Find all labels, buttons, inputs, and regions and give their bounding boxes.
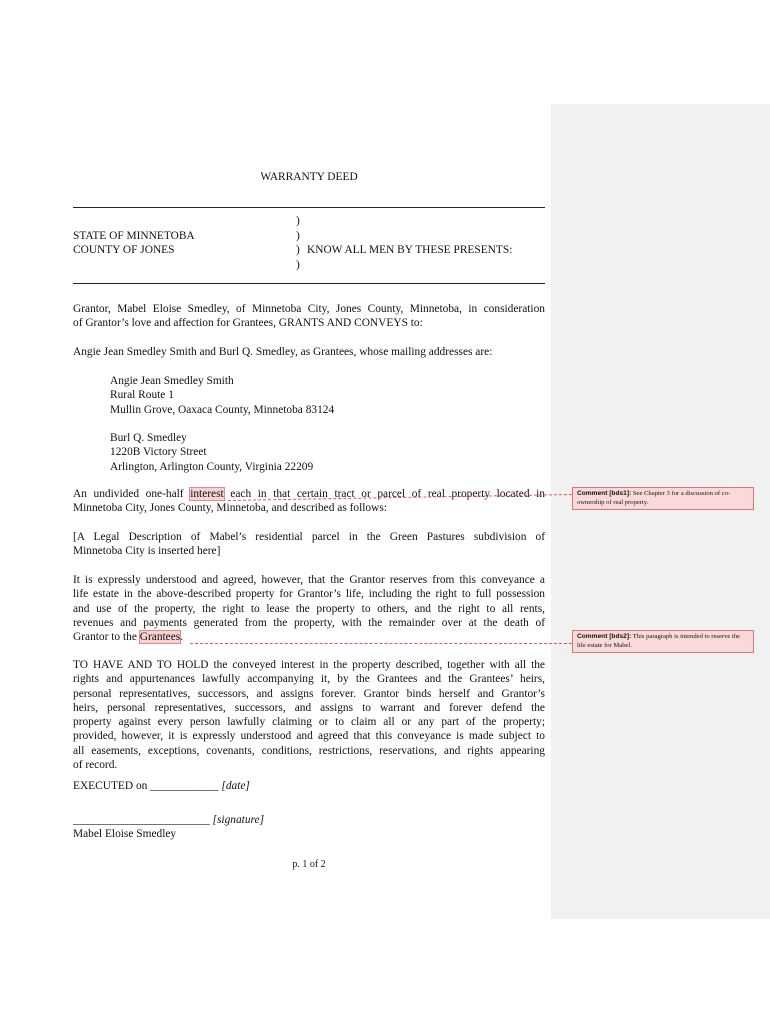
comment-text: See Chapter 3 for a discussion of co-ownership of real property. — [577, 490, 731, 506]
page-number: p. 1 of 2 — [292, 859, 326, 870]
address-city: Mullin Grove, Oaxaca County, Minnetoba 83124 — [110, 403, 335, 416]
address-block-1 — [110, 374, 545, 417]
top-rule — [73, 207, 545, 208]
comment-anchor-grantees[interactable]: Grantees — [139, 631, 181, 644]
text-run: . — [180, 631, 184, 644]
caption-paren: ) — [296, 215, 300, 227]
caption-paren: ) — [296, 244, 300, 256]
address-name: Angie Jean Smedley Smith — [110, 375, 234, 387]
caption-state: STATE OF MINNETOBA — [73, 230, 195, 242]
address-name: Burl Q. Smedley — [110, 432, 187, 444]
date-field[interactable]: [date] — [221, 780, 250, 792]
document-title: WARRANTY DEED — [260, 171, 358, 183]
paragraph-line: Minnetoba City, Jones County, Minnetoba, and described as follows: — [73, 502, 387, 515]
comment-margin-pane — [551, 104, 770, 919]
address-street: Rural Route 1 — [110, 389, 174, 402]
paragraph-line: of Grantor’s love and affection for Grantees, GRANTS AND CONVEYS to: — [73, 317, 423, 330]
comment-text: This paragraph is intended to reserve the life estate for Mabel. — [577, 633, 741, 649]
paragraph-line: heirs, personal representatives, successors, and assigns to warrant and forever defend the — [73, 701, 545, 714]
text-run: each in that certain tract or parcel of real property located in — [223, 488, 545, 500]
interest-paragraph — [73, 487, 545, 516]
comment-tag: Comment [bds2]: — [577, 633, 632, 640]
paragraph-line: Grantor, Mabel Eloise Smedley, of Minnetoba City, Jones County, Minnetoba, in consideration — [73, 303, 545, 315]
paragraph-line: provided, however, it is expressly understood and agreed that this conveyance is made subject to — [73, 730, 545, 743]
grantor-paragraph — [73, 302, 545, 331]
comment-balloon-1[interactable] — [572, 487, 754, 510]
paragraph-line: Minnetoba City is inserted here] — [73, 545, 221, 558]
address-block-2 — [110, 431, 545, 474]
bottom-rule — [73, 283, 545, 284]
signature-field[interactable]: [signature] — [212, 814, 265, 826]
paragraph-line: personal representatives, successors, and assigns forever. Grantor binds herself and Grantor’s — [73, 687, 545, 700]
paragraph-line: all easements, exceptions, covenants, conditions, restrictions, reservations, and rights appearing — [73, 744, 545, 757]
paragraph-line: It is expressly understood and agreed, however, that the Grantor reserves from this conveyance a — [73, 574, 545, 586]
legal-description-paragraph — [73, 530, 545, 559]
caption-paren: ) — [296, 259, 300, 271]
paragraph-line: property against every person lawfully claiming or to claim all or any part of the property; — [73, 716, 545, 729]
caption-county: COUNTY OF JONES — [73, 244, 175, 256]
paragraph-line: life estate in the above-described property for Grantor’s life, including the right to full possession — [73, 588, 545, 601]
habendum-paragraph — [73, 658, 545, 772]
executed-line — [73, 779, 250, 793]
address-street: 1220B Victory Street — [110, 446, 207, 459]
signature-line — [73, 813, 264, 827]
comment-anchor-interest[interactable]: interest — [190, 488, 224, 500]
signer-name: Mabel Eloise Smedley — [73, 828, 177, 840]
comment-balloon-2[interactable] — [572, 630, 754, 653]
paragraph-line: of record. — [73, 759, 118, 772]
paragraph-line: and use of the property, the right to lease the property to others, and the right to all rents, — [73, 602, 545, 615]
text-run: An undivided one-half — [73, 488, 191, 500]
comment-connector-2 — [190, 643, 572, 644]
paragraph-line: TO HAVE AND TO HOLD the conveyed interest in the property described, together with all the — [73, 659, 545, 671]
paragraph-line: revenues and payments generated from the property, with the remainder over at the death of — [73, 616, 545, 629]
know-all-men: KNOW ALL MEN BY THESE PRESENTS: — [307, 244, 513, 256]
caption-paren: ) — [296, 230, 300, 242]
signature-blank: ________________________ — [73, 814, 213, 826]
reservation-paragraph — [73, 573, 545, 644]
paragraph-line: [A Legal Description of Mabel’s residential parcel in the Green Pastures subdivision of — [73, 531, 545, 543]
text-run: Grantor to the — [73, 631, 140, 644]
executed-label: EXECUTED on ____________ — [73, 780, 222, 792]
paragraph-line: rights and appurtenances lawfully accompanying it, by the Grantees and the Grantees’ heirs, — [73, 673, 545, 686]
comment-tag: Comment [bds1]: — [577, 490, 632, 497]
address-city: Arlington, Arlington County, Virginia 22209 — [110, 460, 314, 473]
grantees-paragraph: Angie Jean Smedley Smith and Burl Q. Smedley, as Grantees, whose mailing addresses are: — [73, 346, 493, 358]
